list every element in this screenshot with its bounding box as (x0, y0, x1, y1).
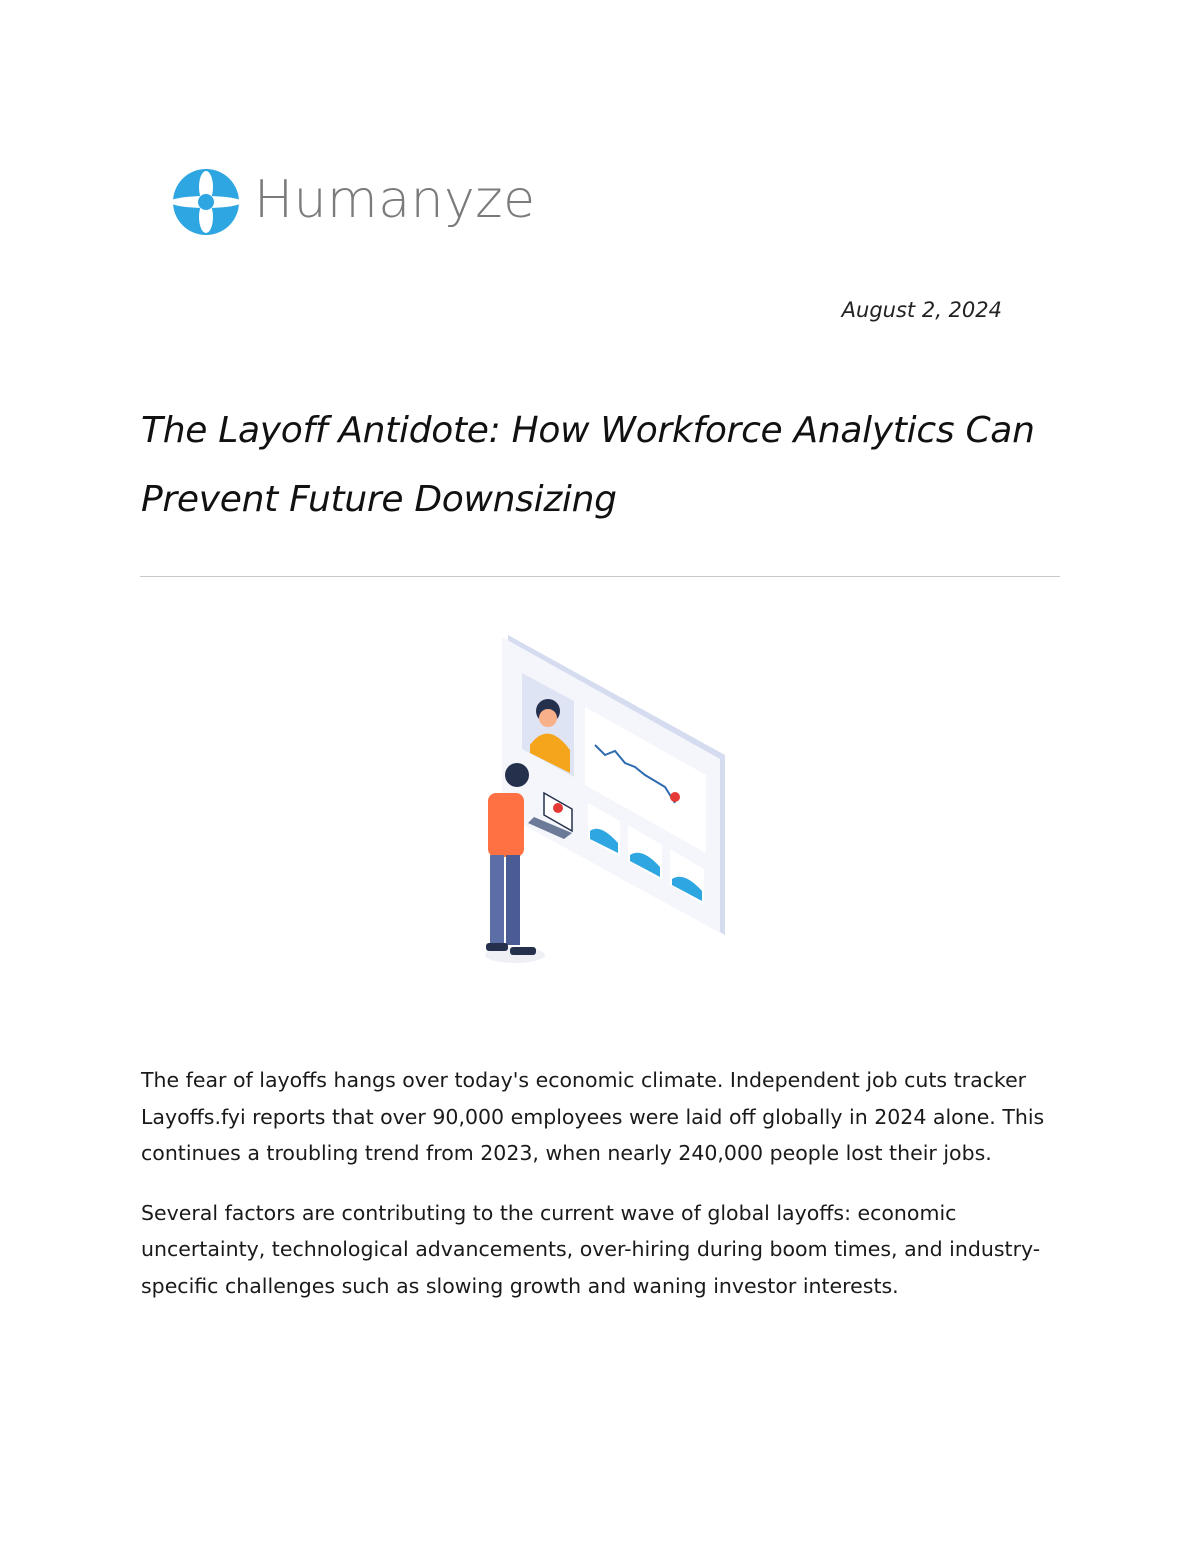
publish-date: August 2, 2024 (841, 298, 1002, 322)
brand-name: Humanyze (254, 170, 536, 230)
divider (140, 576, 1060, 577)
humanyze-logo-icon (172, 168, 240, 236)
article-title: The Layoff Antidote: How Workforce Analytics Can Prevent Future Downsizing (141, 410, 1035, 520)
article-body (141, 1062, 1061, 1327)
paragraph: The fear of layoffs hangs over today's economic climate. Independent job cuts tracker Layoffs.fyi reports that over 90,000 employees were laid off globally in 2024 alone. This continues a troubling trend from 2023, when nearly 240,000 people lost their jobs. (141, 1068, 1045, 1165)
brand-logo (172, 168, 536, 236)
paragraph: Several factors are contributing to the current wave of global layoffs: economic uncertainty, technological advancements, over-hiring during boom times, and industry-specific challenges such as slowing growth and waning investor interests. (141, 1200, 1041, 1298)
analytics-dashboard-illustration (470, 625, 740, 980)
